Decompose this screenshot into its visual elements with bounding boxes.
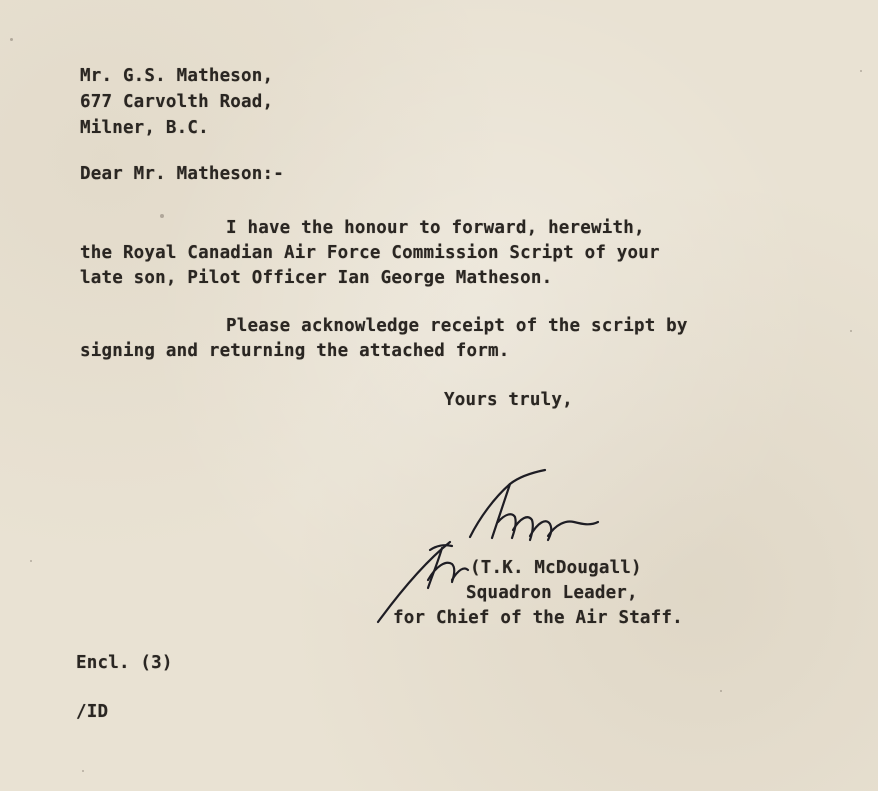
enclosure-note: Encl. (3) bbox=[76, 653, 173, 673]
paper-speck bbox=[160, 214, 164, 218]
recipient-name: Mr. G.S. Matheson, bbox=[80, 66, 274, 86]
salutation: Dear Mr. Matheson:- bbox=[80, 164, 284, 184]
signatory-title: for Chief of the Air Staff. bbox=[393, 608, 683, 628]
signatory-name: (T.K. McDougall) bbox=[470, 558, 642, 578]
recipient-city: Milner, B.C. bbox=[80, 118, 209, 138]
paper-speck bbox=[10, 38, 13, 41]
body-paragraph-1-line-3: late son, Pilot Officer Ian George Matheson. bbox=[80, 268, 553, 288]
paper-speck bbox=[850, 330, 852, 332]
paper-speck bbox=[82, 770, 84, 772]
handwritten-signature bbox=[370, 462, 620, 632]
paper-speck bbox=[30, 560, 32, 562]
body-paragraph-2-line-2: signing and returning the attached form. bbox=[80, 341, 510, 361]
reference-initials: /ID bbox=[76, 702, 109, 722]
body-paragraph-1-line-1: I have the honour to forward, herewith, bbox=[226, 218, 645, 238]
signatory-rank: Squadron Leader, bbox=[466, 583, 638, 603]
complimentary-close: Yours truly, bbox=[444, 390, 573, 410]
body-paragraph-2-line-1: Please acknowledge receipt of the script by bbox=[226, 316, 688, 336]
recipient-street: 677 Carvolth Road, bbox=[80, 92, 274, 112]
body-paragraph-1-line-2: the Royal Canadian Air Force Commission Script of your bbox=[80, 243, 660, 263]
paper-speck bbox=[720, 690, 722, 692]
paper-speck bbox=[860, 70, 862, 72]
